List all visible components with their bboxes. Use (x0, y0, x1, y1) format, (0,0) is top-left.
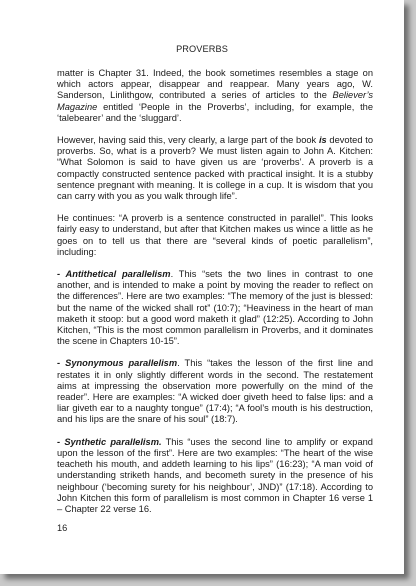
paragraph-3-text: He continues: “A proverb is a sentence constructed in parallel”. This looks fairly easy to understand, but after that Kitchen makes us wince a little as he goes on to tell us that there are “several kinds of poetic parallelism”, including: (57, 213, 373, 257)
page-number: 16 (57, 523, 68, 533)
paragraph-2 (57, 135, 373, 202)
antithetical-heading: - Antithetical parallelism (57, 269, 171, 280)
paragraph-1-text-c: entitled ‘People in the Proverbs’, including, for example, the ‘talebearer’ and the ‘sluggard’. (57, 101, 373, 123)
synthetic-text: This “uses the second line to amplify or expand upon the lesson of the first”. Here are two examples: “The heart of the wise teacheth his mouth, and addeth learning to his lips” (16:23); “A man void of understanding striketh hands, and becometh surety in the presence of his neighbour (‘becoming surety for his neighbour’, JND)” (17:18). According to John Kitchen this form of parallelism is most common in Chapter 16 verse 1 – Chapter 22 verse 16. (57, 436, 373, 514)
paragraph-3 (57, 213, 373, 258)
paragraph-2-text-a: However, having said this, very clearly, a large part of the book (57, 135, 319, 146)
synthetic-heading: - Synthetic parallelism. (57, 436, 162, 447)
body-text (57, 68, 373, 515)
synonymous-heading: - Synonymous parallelism (57, 358, 178, 369)
antithetical-text: . This “sets the two lines in contrast to one another, and is intended to make a point by moving the reader to reflect on the differences”. Here are two examples: “The memory of the just is blessed: but the name of the wicked shall rot” (10:7); “Heaviness in the heart of man maketh it stoop: but a good word maketh it glad” (12:25). According to John Kitchen, “This is the most common parallelism in Proverbs, and it dominates the scene in Chapters 10-15”. (57, 269, 373, 347)
paragraph-synonymous (57, 358, 373, 425)
synonymous-text: . This “takes the lesson of the first line and restates it in only slightly different words in the second. The restatement aims at impressing the observation more powerfully on the mind of the reader”. Here are examples: “A wicked doer giveth heed to false lips: and a liar giveth ear to a naughty tongue” (17:4); “A fool’s mouth is his destruction, and his lips are the snare of his soul” (18:7). (57, 358, 373, 425)
paragraph-1-text-a: matter is Chapter 31. Indeed, the book sometimes resembles a stage on which actors appear, disappear and reappear. Many years ago, W. Sanderson, Linlithgow, contributed a series of articles to the (57, 68, 373, 101)
magazine-title: Believer’s Magazine (57, 90, 373, 112)
running-header: PROVERBS (176, 44, 228, 54)
paragraph-1 (57, 68, 373, 124)
paragraph-antithetical (57, 269, 373, 347)
paragraph-2-text-c: devoted to proverbs. So, what is a proverb? We must listen again to John A. Kitchen: “What Solomon is said to have given us are ‘proverbs’. A proverb is a compactly constructed sentence packed with practical insight. It is a stubby sentence pregnant with meaning. It is college in a cup. It is wisdom that you can carry with you as you walk through life”. (57, 135, 373, 202)
emphasis-is: is (318, 135, 327, 146)
paragraph-synthetic (57, 437, 373, 515)
